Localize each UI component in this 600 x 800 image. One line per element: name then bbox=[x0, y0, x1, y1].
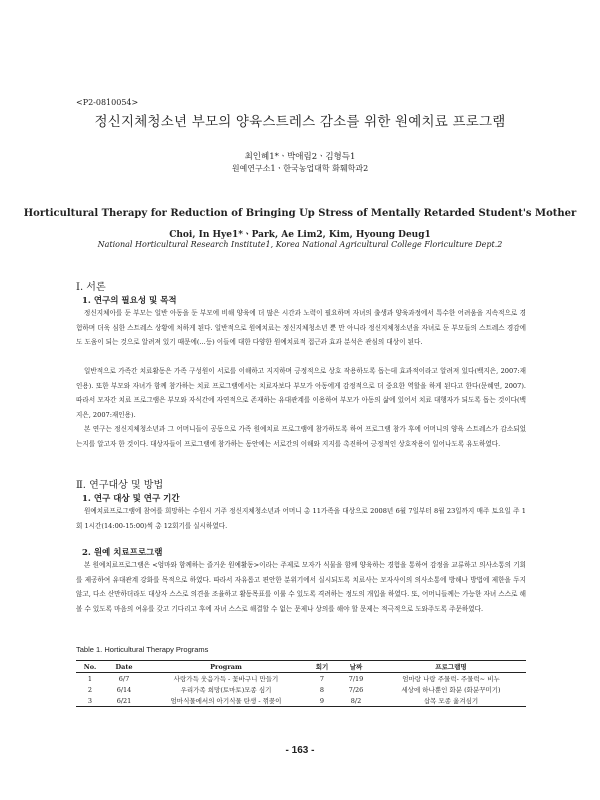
cell-no: 1 bbox=[87, 674, 93, 683]
cell-program: 우리가족 희망(토마토)모종 심기 bbox=[180, 686, 272, 694]
english-authors: Choi, In Hye1*ㆍPark, Ae Lim2, Kim, Hyoung Deug1 bbox=[169, 230, 431, 240]
cell-program: 사랑가득 웃음가득 - 꽃바구니 만들기 bbox=[173, 675, 279, 683]
table-caption: Table 1. Horticultural Therapy Programs bbox=[76, 645, 209, 654]
header-no: No. bbox=[76, 661, 104, 673]
paper-code: <P2-0810054> bbox=[76, 98, 139, 107]
english-affiliation: National Horticultural Research Institute1, Korea National Agricultural College Floriculture Dept.2 bbox=[97, 240, 503, 249]
table-row bbox=[76, 684, 526, 695]
cell-program-ko: 세상에 하나뿐인 화분 (화분꾸미기) bbox=[401, 686, 501, 694]
table-header-row bbox=[76, 661, 526, 673]
section-heading-introduction: Ⅰ. 서론 bbox=[76, 282, 106, 293]
paragraph-subjects: 원예치료프로그램에 참여를 희망하는 수원시 거주 정신지체청소년과 어머니 총 11가족을 대상으로 2008년 6월 7일부터 8월 23일까지 매주 토요일 주 1회 1시간(14:00-15:00)씩 총 12회기를 실시하였다. bbox=[76, 507, 526, 530]
table-row bbox=[76, 695, 526, 707]
header-date: Date bbox=[104, 661, 144, 673]
header-program: Program bbox=[144, 661, 308, 673]
cell-program: 엄마식물에서의 아기식물 탄생 - 꺾꽂이 bbox=[144, 695, 308, 707]
cell-date-ko: 7/26 bbox=[348, 685, 364, 694]
paragraph-intro-2: 일반적으로 가족간 치료활동은 가족 구성원이 서로를 이해하고 지지하며 긍정적으로 상호 작용하도록 돕는데 효과적이라고 알려져 있다(백지은, 2007:재인용). 또한 부모와 자녀가 함께 참가하는 치료 프로그램에서는 치료자보다 부모가 아동에게 감정적으로 더 중요한 역할을 하게 된다고 한다(문혜연, 2007). 따라서 모자간 치료 프로그램은 부모와 자식간에 자연적으로 존재하는 유대관계를 이용하여 부모가 아동의 삶에 있어서 치료 대행자가 되도록 돕는 것이다(백지은, 2007:재인용). bbox=[76, 367, 526, 419]
cell-session: 9 bbox=[308, 695, 336, 707]
korean-authors: 최인혜1*ㆍ박애림2ㆍ김형득1 bbox=[244, 152, 356, 162]
section-heading-methods: Ⅱ. 연구대상 및 방법 bbox=[76, 480, 164, 491]
header-session: 회기 bbox=[308, 661, 336, 673]
english-title: Horticultural Therapy for Reduction of Bringing Up Stress of Mentally Retarded Student's Mother bbox=[23, 208, 577, 219]
cell-session: 7 bbox=[319, 674, 325, 683]
cell-date: 6/14 bbox=[116, 685, 132, 694]
paragraph-intro-1: 정신지체아를 둔 부모는 일반 아동을 둔 부모에 비해 양육에 더 많은 시간과 노력이 필요하며 자녀의 출생과 양육과정에서 특수한 어려움을 지속적으로 경험하며 더욱 심한 스트레스 상황에 처하게 된다. 일반적으로 원예치료는 정신지체청소년 뿐 만 아니라 정신지체청소년을 자녀로 둔 부모들의 스트레스 경감에도 도움이 되는 것으로 알려져 있기 때문에(...등) 이들에 대한 다양한 원예치료적 접근과 효과 분석은 관심의 대상이 된다. bbox=[76, 309, 526, 347]
cell-no: 2 bbox=[87, 685, 93, 694]
table-row bbox=[76, 673, 526, 685]
cell-date-ko: 7/19 bbox=[348, 674, 364, 683]
cell-program-ko: 삽목 모종 옮겨심기 bbox=[376, 695, 526, 707]
page-number: - 163 - bbox=[285, 745, 315, 756]
cell-date: 6/21 bbox=[104, 695, 144, 707]
cell-date-ko: 8/2 bbox=[336, 695, 376, 707]
program-table bbox=[76, 660, 526, 707]
subsection-heading-purpose: 1. 연구의 필요성 및 목적 bbox=[82, 296, 177, 306]
cell-program-ko: 엄마랑 나랑 주물럭- 주물럭~ 비누 bbox=[402, 675, 500, 683]
header-program-ko: 프로그램명 bbox=[376, 661, 526, 673]
subsection-heading-subjects: 1. 연구 대상 및 연구 기간 bbox=[82, 494, 180, 504]
korean-title: 정신지체청소년 부모의 양육스트레스 감소를 위한 원예치료 프로그램 bbox=[94, 114, 506, 130]
cell-date: 6/7 bbox=[118, 674, 130, 683]
korean-affiliation: 원예연구소1ㆍ한국농업대학 화훼학과2 bbox=[231, 164, 369, 173]
paragraph-program: 본 원예치료프로그램은 <엄마와 함께하는 즐거운 원예활동>이라는 주제로 모자가 식물을 함께 양육하는 경험을 통하여 감정을 교류하고 의사소통의 기회를 제공하여 유대관계 강화를 목적으로 하였다. 따라서 자유롭고 편안한 분위기에서 실시되도록 치료사는 모자사이의 의사소통에 방해나 방법에 제한을 두지 않고, 다소 산만하더라도 대상자 스스로 의견을 조율하고 활동목표를 이룰 수 있도록 격려하는 정도의 개입을 하였다. 또, 어머니들께는 가능한 자녀 스스로 해볼 수 있도록 마음의 여유를 갖고 기다리고 후에 자녀 스스로 해결할 수 없는 문제나 상의를 해야 할 문제는 적극적으로 도와주도록 주문하였다. bbox=[76, 561, 526, 613]
paragraph-intro-3: 본 연구는 정신지체청소년과 그 어머니들이 공동으로 가족 원예치료 프로그램에 참가하도록 하여 프로그램 참가 후에 어머니의 양육 스트레스가 감소되었는지를 알고자 한 것이다. 대상자들이 프로그램에 참가하는 동안에는 서로간의 이해와 지지를 촉진하여 긍정적인 상호작용이 일어나도록 유도하였다. bbox=[76, 425, 526, 448]
cell-session: 8 bbox=[319, 685, 325, 694]
cell-no: 3 bbox=[76, 695, 104, 707]
subsection-heading-program: 2. 원예 치료프로그램 bbox=[82, 548, 163, 558]
header-date-ko: 날짜 bbox=[336, 661, 376, 673]
